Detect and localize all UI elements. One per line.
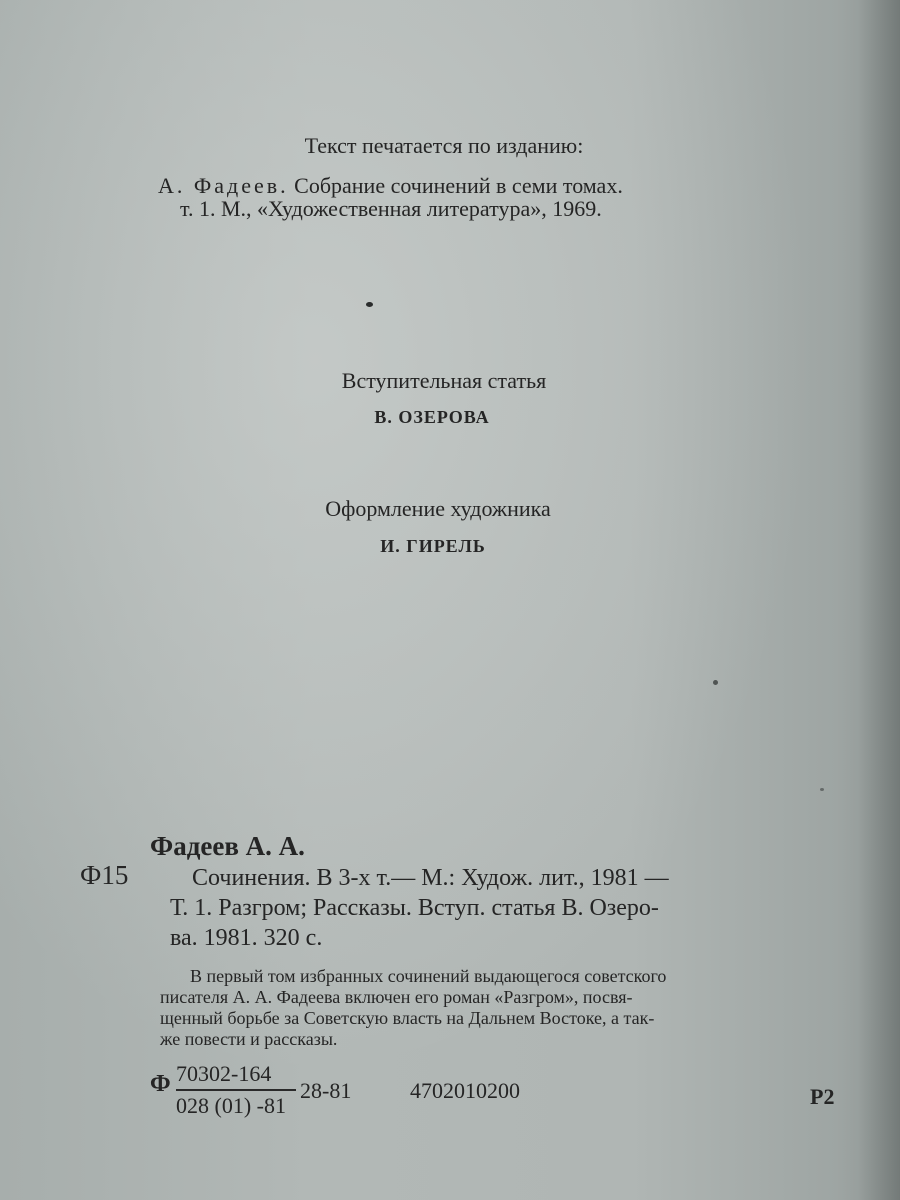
catalog-line-2: Т. 1. Разгром; Рассказы. Вступ. статья В. Озеро- (170, 895, 659, 921)
annotation-line-2: писателя А. А. Фадеева включен его роман «Разгром», посвя- (160, 987, 633, 1007)
design-author: И. ГИРЕЛЬ (380, 536, 486, 556)
fraction-line (176, 1089, 296, 1091)
catalog-line-1: Сочинения. В 3-х т.— М.: Худож. лит., 1981 — (192, 865, 669, 891)
page-edge-shadow (858, 0, 900, 1200)
source-heading: Текст печатается по изданию: (304, 133, 584, 158)
annotation-line-4: же повести и рассказы. (160, 1029, 338, 1049)
intro-author: В. ОЗЕРОВА (374, 407, 490, 427)
annotation-line-3: щенный борьбе за Советскую власть на Дальнем Востоке, а так- (160, 1008, 655, 1028)
code-class: Р2 (810, 1084, 835, 1109)
catalog-line-3: ва. 1981. 320 с. (170, 925, 323, 951)
source-title: Собрание сочинений в семи томах. (294, 173, 623, 198)
code-number: 4702010200 (410, 1078, 520, 1103)
catalog-author: Фадеев А. А. (150, 831, 305, 861)
code-denominator: 028 (01) -81 (176, 1093, 286, 1118)
paper-speck (366, 302, 373, 307)
code-suffix: 28-81 (300, 1078, 352, 1103)
intro-label: Вступительная статья (341, 368, 547, 393)
code-letter: Ф (150, 1071, 171, 1097)
annotation-line-1: В первый том избранных сочинений выдающегося советского (190, 966, 667, 986)
code-numerator: 70302-164 (176, 1061, 272, 1086)
design-label: Оформление художника (325, 496, 551, 521)
paper-speck (820, 788, 824, 791)
source-line-1 (158, 175, 623, 197)
paper-speck (713, 680, 718, 685)
catalog-index: Ф15 (80, 860, 129, 890)
source-line-2: т. 1. М., «Художественная литература», 1969. (180, 196, 602, 221)
source-author: А. Фадеев. (158, 173, 289, 198)
